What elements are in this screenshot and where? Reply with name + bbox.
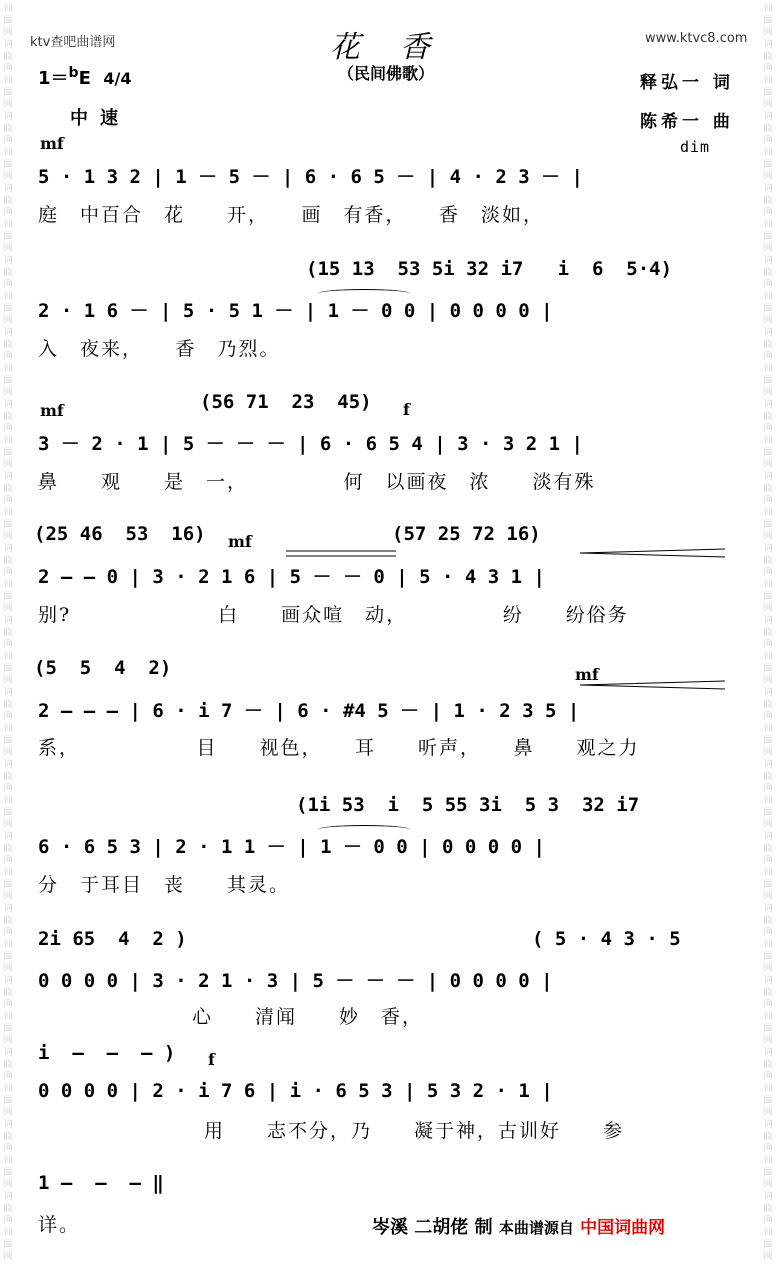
watermark-glyph: 词 [763, 292, 773, 302]
watermark-glyph: 曲 [763, 952, 773, 962]
watermark-glyph: 网 [3, 208, 13, 218]
watermark-glyph: 曲 [3, 1060, 13, 1070]
watermark-glyph: 网 [763, 1000, 773, 1010]
watermark-glyph: 网 [763, 892, 773, 902]
watermark-glyph: 词 [763, 436, 773, 446]
watermark-glyph: 网 [3, 1108, 13, 1118]
watermark-glyph: 词 [763, 868, 773, 878]
watermark-glyph: 网 [763, 136, 773, 146]
watermark-glyph: 网 [763, 208, 773, 218]
watermark-glyph: 网 [3, 280, 13, 290]
interlude-line-6: (1i 53 i 5 55 3i 5 3 32 i7 [296, 794, 640, 816]
dynamic-mf: mf [40, 401, 64, 420]
watermark-glyph: 词 [3, 184, 13, 194]
watermark-glyph: 词 [763, 832, 773, 842]
lyric-line-9: 详。 [38, 1214, 81, 1236]
watermark-glyph: 曲 [3, 628, 13, 638]
watermark-glyph: 词 [3, 1228, 13, 1238]
lyric-line-2: 入 夜来， 香 乃烈。 [38, 338, 281, 360]
arranger-credit: 岑溪 二胡佬 [372, 1217, 469, 1238]
watermark-glyph: 词 [763, 364, 773, 374]
watermark-glyph: 网 [763, 244, 773, 254]
watermark-left [2, 0, 16, 1264]
watermark-glyph: 曲 [3, 808, 13, 818]
watermark-glyph: 曲 [3, 412, 13, 422]
watermark-glyph: 曲 [763, 1240, 773, 1250]
watermark-glyph: 词 [763, 1228, 773, 1238]
watermark-glyph: 曲 [3, 160, 13, 170]
dynamic-f: f [403, 400, 410, 419]
source-label: 本曲谱源自 [498, 1219, 574, 1237]
watermark-glyph: 网 [763, 820, 773, 830]
watermark-glyph: 词 [763, 544, 773, 554]
notation-line-6: 6 · 6 5 3 | 2 · 1 1 － | 1 － 0 0 | 0 0 0 0 | [38, 836, 545, 858]
watermark-glyph: 网 [3, 64, 13, 74]
watermark-glyph: 词 [763, 796, 773, 806]
watermark-glyph: 曲 [763, 412, 773, 422]
watermark-glyph: 词 [763, 148, 773, 158]
lyric-line-6: 分 于耳目 丧 其灵。 [38, 874, 291, 896]
watermark-glyph: 词 [3, 40, 13, 50]
site-label-right: www.ktvc8.com [645, 31, 748, 46]
watermark-glyph: 词 [763, 760, 773, 770]
watermark-glyph: 曲 [763, 16, 773, 26]
watermark-glyph: 曲 [763, 520, 773, 530]
watermark-glyph: 曲 [3, 772, 13, 782]
lyric-line-8: 用 志不分，乃 凝于神，古训好 参 [204, 1120, 625, 1142]
watermark-glyph: 曲 [3, 232, 13, 242]
watermark-glyph: 网 [763, 1072, 773, 1082]
watermark-glyph: 词 [3, 364, 13, 374]
watermark-glyph: 曲 [3, 1096, 13, 1106]
watermark-glyph: 曲 [763, 1060, 773, 1070]
watermark-glyph: 网 [3, 1072, 13, 1082]
watermark-glyph: 词 [3, 112, 13, 122]
interlude-line-4a: (25 46 53 16) [34, 523, 206, 545]
watermark-glyph: 曲 [763, 268, 773, 278]
watermark-glyph: 网 [763, 1216, 773, 1226]
watermark-glyph: 曲 [3, 916, 13, 926]
watermark-glyph: 网 [3, 712, 13, 722]
tempo-marking: 中速 [70, 108, 130, 129]
watermark-glyph: 曲 [763, 1204, 773, 1214]
watermark-glyph: 词 [3, 760, 13, 770]
watermark-glyph: 网 [3, 604, 13, 614]
watermark-glyph: 曲 [3, 124, 13, 134]
watermark-right [762, 0, 776, 1264]
watermark-glyph: 词 [3, 220, 13, 230]
watermark-glyph: 网 [763, 316, 773, 326]
watermark-glyph: 词 [3, 940, 13, 950]
watermark-glyph: 网 [3, 100, 13, 110]
watermark-glyph: 曲 [3, 376, 13, 386]
interlude-line-3: (56 71 23 45) [200, 391, 372, 413]
watermark-glyph: 网 [763, 64, 773, 74]
watermark-glyph: 网 [3, 1216, 13, 1226]
interlude-line-7a: 2i 65 4 2 ) [38, 928, 187, 950]
watermark-glyph: 网 [763, 676, 773, 686]
notation-line-2: 2 · 1 6 － | 5 · 5 1 － | 1 － 0 0 | 0 0 0 0 | [38, 300, 553, 322]
watermark-glyph: 曲 [3, 880, 13, 890]
watermark-glyph: 曲 [763, 664, 773, 674]
watermark-glyph: 词 [3, 292, 13, 302]
watermark-glyph: 词 [763, 652, 773, 662]
notation-line-5: 2 — — — | 6 · i 7 － | 6 · #4 5 － | 1 · 2 3 5 | [38, 700, 580, 722]
lyric-line-1: 庭 中百合 花 开， 画 有香， 香 淡如， [38, 204, 545, 226]
watermark-glyph: 曲 [3, 196, 13, 206]
watermark-glyph: 网 [3, 1036, 13, 1046]
watermark-glyph: 网 [3, 28, 13, 38]
watermark-glyph: 词 [763, 904, 773, 914]
watermark-glyph: 曲 [763, 1096, 773, 1106]
watermark-glyph: 曲 [763, 52, 773, 62]
watermark-glyph: 网 [763, 1108, 773, 1118]
dynamic-mf: mf [575, 665, 599, 684]
watermark-glyph: 词 [3, 436, 13, 446]
watermark-glyph: 曲 [3, 448, 13, 458]
interlude-line-2: (15 13 53 5i 32 i7 i 6 5·4) [306, 258, 673, 280]
watermark-glyph: 词 [3, 1084, 13, 1094]
watermark-glyph: 曲 [763, 376, 773, 386]
watermark-glyph: 网 [3, 928, 13, 938]
watermark-glyph: 词 [763, 328, 773, 338]
watermark-glyph: 词 [3, 976, 13, 986]
watermark-glyph: 词 [763, 400, 773, 410]
dynamic-dim: dim [680, 138, 711, 156]
watermark-glyph: 词 [763, 220, 773, 230]
interlude-line-8: i — — — ) [38, 1042, 176, 1064]
watermark-glyph: 曲 [763, 844, 773, 854]
watermark-glyph: 词 [3, 652, 13, 662]
watermark-glyph: 词 [3, 580, 13, 590]
watermark-glyph: 网 [763, 388, 773, 398]
notation-line-1: 5 · 1 3 2 | 1 － 5 － | 6 · 6 5 － | 4 · 2 3 － | [38, 166, 583, 188]
watermark-glyph: 网 [3, 532, 13, 542]
watermark-glyph: 曲 [3, 16, 13, 26]
interlude-line-4b: (57 25 72 16) [392, 523, 541, 545]
watermark-glyph: 词 [763, 1120, 773, 1130]
site-label-left: ktv查吧曲谱网 [30, 35, 116, 50]
watermark-glyph: 曲 [763, 1132, 773, 1142]
watermark-glyph: 曲 [3, 988, 13, 998]
dynamic-mf: mf [40, 134, 64, 153]
watermark-glyph: 曲 [763, 592, 773, 602]
watermark-glyph: 网 [763, 748, 773, 758]
watermark-glyph: 词 [763, 184, 773, 194]
watermark-glyph: 曲 [3, 88, 13, 98]
watermark-glyph: 网 [3, 316, 13, 326]
watermark-glyph: 词 [763, 976, 773, 986]
watermark-glyph: 词 [3, 1192, 13, 1202]
notation-line-8: 0 0 0 0 | 2 · i 7 6 | i · 6 5 3 | 5 3 2 · 1 | [38, 1080, 553, 1102]
watermark-glyph: 网 [3, 784, 13, 794]
watermark-glyph: 词 [763, 616, 773, 626]
watermark-glyph: 网 [3, 244, 13, 254]
watermark-glyph: 网 [763, 928, 773, 938]
watermark-glyph: 词 [3, 1048, 13, 1058]
watermark-glyph: 曲 [763, 808, 773, 818]
watermark-glyph: 词 [763, 688, 773, 698]
watermark-glyph: 网 [763, 352, 773, 362]
watermark-glyph: 网 [763, 604, 773, 614]
watermark-glyph: 词 [3, 400, 13, 410]
watermark-glyph: 曲 [763, 124, 773, 134]
song-title: 花香 [330, 30, 470, 65]
watermark-glyph: 词 [3, 4, 13, 14]
watermark-glyph: 词 [3, 832, 13, 842]
watermark-glyph: 曲 [3, 304, 13, 314]
interlude-line-7b: ( 5 · 4 3 · 5 [532, 928, 681, 950]
watermark-glyph: 曲 [763, 160, 773, 170]
watermark-glyph: 词 [763, 256, 773, 266]
watermark-glyph: 网 [3, 136, 13, 146]
watermark-glyph: 词 [3, 616, 13, 626]
watermark-glyph: 词 [3, 904, 13, 914]
crescendo-hairpin [286, 550, 396, 560]
source-site-link[interactable]: 中国词曲网 [580, 1218, 666, 1238]
watermark-glyph: 网 [763, 532, 773, 542]
watermark-glyph: 网 [763, 640, 773, 650]
lyricist-credit: 释弘一 词 [640, 73, 734, 93]
watermark-glyph: 曲 [763, 700, 773, 710]
watermark-glyph: 网 [3, 640, 13, 650]
watermark-glyph: 网 [763, 28, 773, 38]
watermark-glyph: 词 [3, 1012, 13, 1022]
watermark-glyph: 曲 [763, 484, 773, 494]
crescendo-hairpin [580, 680, 725, 690]
tie-slur [318, 289, 410, 298]
watermark-glyph: 曲 [763, 304, 773, 314]
watermark-glyph: 网 [763, 568, 773, 578]
watermark-glyph: 词 [3, 256, 13, 266]
watermark-glyph: 曲 [3, 592, 13, 602]
lyric-line-7: 心 清闻 妙 香， [192, 1006, 424, 1028]
watermark-glyph: 网 [763, 712, 773, 722]
watermark-glyph: 曲 [3, 664, 13, 674]
watermark-glyph: 词 [3, 1156, 13, 1166]
watermark-glyph: 曲 [763, 88, 773, 98]
watermark-glyph: 词 [763, 1012, 773, 1022]
watermark-glyph: 网 [763, 856, 773, 866]
watermark-glyph: 词 [763, 1084, 773, 1094]
watermark-glyph: 网 [3, 1000, 13, 1010]
watermark-glyph: 曲 [3, 268, 13, 278]
dynamic-mf: mf [228, 532, 252, 551]
watermark-glyph: 曲 [763, 736, 773, 746]
watermark-glyph: 词 [3, 688, 13, 698]
watermark-glyph: 词 [763, 1048, 773, 1058]
watermark-glyph: 曲 [763, 628, 773, 638]
watermark-glyph: 网 [3, 568, 13, 578]
watermark-glyph: 网 [3, 1180, 13, 1190]
watermark-glyph: 曲 [763, 556, 773, 566]
watermark-glyph: 曲 [3, 340, 13, 350]
watermark-glyph: 网 [3, 496, 13, 506]
watermark-glyph: 词 [763, 724, 773, 734]
notation-line-4: 2 — — 0 | 3 · 2 1 6 | 5 － － 0 | 5 · 4 3 1 | [38, 566, 545, 588]
tie-slur [318, 825, 410, 834]
watermark-glyph: 曲 [763, 880, 773, 890]
dynamic-f: f [208, 1050, 215, 1069]
watermark-glyph: 词 [3, 328, 13, 338]
watermark-glyph: 网 [763, 280, 773, 290]
watermark-glyph: 网 [3, 1252, 13, 1262]
watermark-glyph: 词 [3, 472, 13, 482]
watermark-glyph: 曲 [763, 772, 773, 782]
watermark-glyph: 词 [3, 796, 13, 806]
watermark-glyph: 词 [763, 940, 773, 950]
watermark-glyph: 曲 [763, 988, 773, 998]
watermark-glyph: 曲 [3, 484, 13, 494]
watermark-glyph: 曲 [3, 1240, 13, 1250]
watermark-glyph: 网 [763, 1036, 773, 1046]
notation-line-3: 3 － 2 · 1 | 5 － － － | 6 · 6 5 4 | 3 · 3 2 1 | [38, 433, 583, 455]
watermark-glyph: 曲 [3, 1024, 13, 1034]
watermark-glyph: 网 [763, 1252, 773, 1262]
watermark-glyph: 网 [3, 460, 13, 470]
watermark-glyph: 网 [3, 424, 13, 434]
watermark-glyph: 曲 [3, 700, 13, 710]
watermark-glyph: 网 [763, 460, 773, 470]
watermark-glyph: 词 [763, 76, 773, 86]
notation-line-9: 1 — — — ‖ [38, 1172, 164, 1194]
watermark-glyph: 词 [3, 148, 13, 158]
watermark-glyph: 网 [763, 964, 773, 974]
watermark-glyph: 词 [3, 544, 13, 554]
watermark-glyph: 词 [763, 472, 773, 482]
watermark-glyph: 曲 [3, 952, 13, 962]
watermark-glyph: 网 [3, 676, 13, 686]
watermark-glyph: 网 [763, 100, 773, 110]
watermark-glyph: 曲 [3, 1132, 13, 1142]
composer-credit: 陈希一 曲 [640, 112, 734, 132]
watermark-glyph: 曲 [763, 1168, 773, 1178]
watermark-glyph: 曲 [763, 196, 773, 206]
watermark-glyph: 网 [763, 784, 773, 794]
footer-credit [372, 1213, 665, 1239]
watermark-glyph: 词 [3, 1120, 13, 1130]
lyric-line-5: 系， 目 视色， 耳 听声， 鼻 观之力 [38, 737, 640, 759]
watermark-glyph: 词 [763, 580, 773, 590]
watermark-glyph: 词 [763, 40, 773, 50]
made-label: 制 [474, 1217, 493, 1238]
watermark-glyph: 网 [763, 424, 773, 434]
watermark-glyph: 网 [763, 1144, 773, 1154]
watermark-glyph: 网 [3, 964, 13, 974]
watermark-glyph: 网 [763, 172, 773, 182]
song-subtitle: （民间佛歌） [338, 64, 435, 83]
lyric-line-4: 别? 白 画众喧 动， 纷 纷俗务 [38, 604, 629, 626]
watermark-glyph: 词 [763, 4, 773, 14]
watermark-glyph: 网 [3, 352, 13, 362]
lyric-line-3: 鼻 观 是 一， 何 以画夜 浓 淡有殊 [38, 471, 596, 493]
key-signature: 1＝$^b$E 4/4 [38, 65, 132, 89]
watermark-glyph: 曲 [763, 448, 773, 458]
watermark-glyph: 网 [3, 748, 13, 758]
watermark-glyph: 曲 [763, 1024, 773, 1034]
watermark-glyph: 网 [3, 1144, 13, 1154]
watermark-glyph: 曲 [763, 232, 773, 242]
watermark-glyph: 曲 [3, 1204, 13, 1214]
watermark-glyph: 词 [3, 724, 13, 734]
watermark-glyph: 网 [3, 820, 13, 830]
interlude-line-5: (5 5 4 2) [34, 657, 172, 679]
watermark-glyph: 曲 [3, 520, 13, 530]
watermark-glyph: 词 [763, 1156, 773, 1166]
watermark-glyph: 曲 [3, 52, 13, 62]
watermark-glyph: 曲 [3, 1168, 13, 1178]
watermark-glyph: 词 [3, 868, 13, 878]
watermark-glyph: 曲 [3, 556, 13, 566]
notation-line-7: 0 0 0 0 | 3 · 2 1 · 3 | 5 － － － | 0 0 0 0 | [38, 970, 553, 992]
watermark-glyph: 网 [3, 892, 13, 902]
watermark-glyph: 曲 [763, 340, 773, 350]
watermark-glyph: 网 [3, 856, 13, 866]
watermark-glyph: 曲 [763, 916, 773, 926]
watermark-glyph: 词 [763, 508, 773, 518]
watermark-glyph: 网 [763, 1180, 773, 1190]
watermark-glyph: 词 [763, 112, 773, 122]
watermark-glyph: 词 [3, 76, 13, 86]
watermark-glyph: 词 [763, 1192, 773, 1202]
watermark-glyph: 网 [763, 496, 773, 506]
watermark-glyph: 网 [3, 172, 13, 182]
crescendo-hairpin [580, 548, 725, 558]
watermark-glyph: 曲 [3, 844, 13, 854]
watermark-glyph: 曲 [3, 736, 13, 746]
watermark-glyph: 网 [3, 388, 13, 398]
watermark-glyph: 词 [3, 508, 13, 518]
